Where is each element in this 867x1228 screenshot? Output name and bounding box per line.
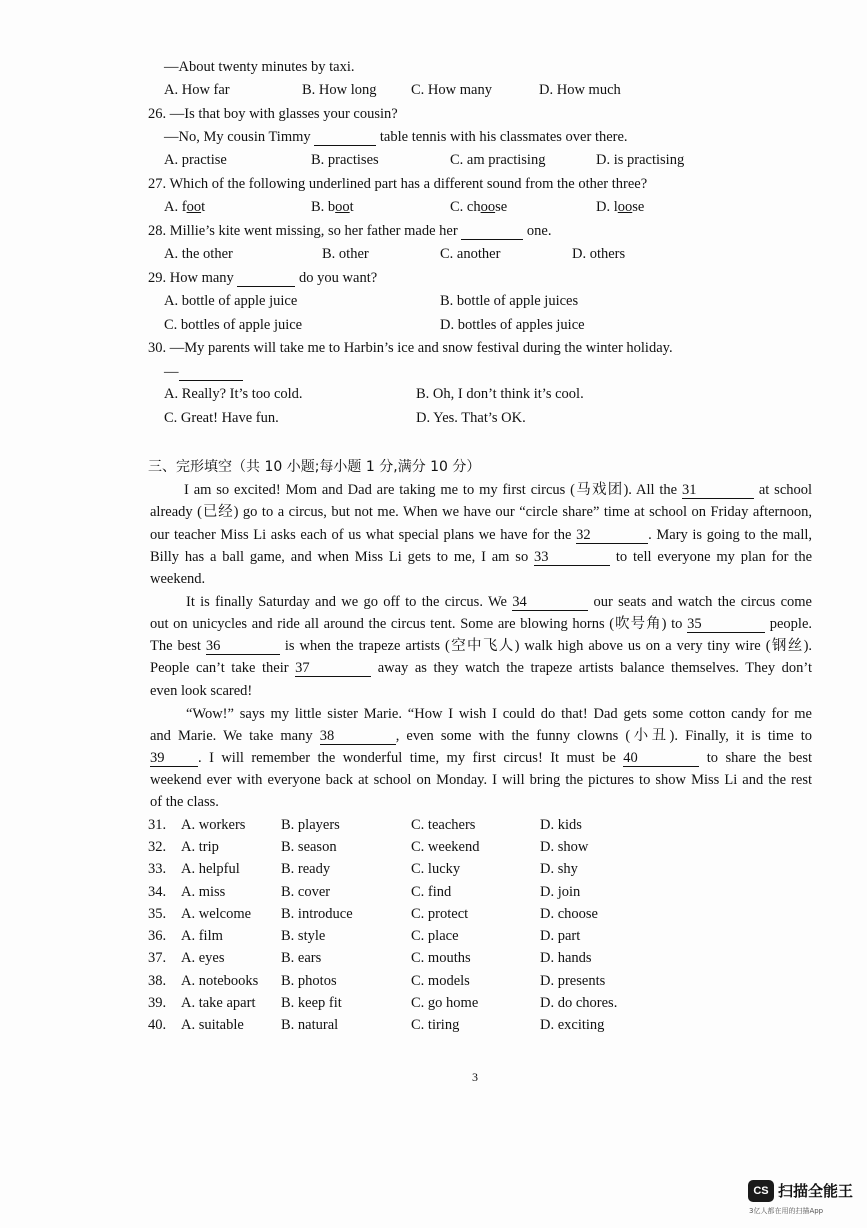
choice-a: A. trip xyxy=(181,839,219,855)
choice-b: B. ready xyxy=(281,861,331,877)
q28-option-b: B. other xyxy=(322,246,369,262)
passage-text: . Mary is going to the mall, xyxy=(648,527,813,543)
passage-line xyxy=(150,525,812,545)
passage-text: away as they watch the trapeze artists balance themselves. They don’t xyxy=(377,660,812,676)
q30-option-b: B. Oh, I don’t think it’s cool. xyxy=(416,386,584,402)
answer-blank xyxy=(461,223,523,240)
passage-text: is when the trapeze artists (空中飞人) walk high above us on a very tiny wire (钢丝). xyxy=(284,638,813,654)
passage-line: weekend. xyxy=(150,571,206,587)
blank-32: 32 xyxy=(576,527,648,544)
choice-a: A. take apart xyxy=(181,995,256,1011)
underlined-part: oo xyxy=(186,199,202,215)
reply-dash: — xyxy=(164,364,179,380)
passage-text: People can’t take their xyxy=(150,660,289,676)
choice-d: D. part xyxy=(540,928,581,944)
underlined-part: oo xyxy=(617,199,633,215)
choice-number: 31. xyxy=(148,817,167,833)
q27-stem: 27. Which of the following underlined part has a different sound from the other three? xyxy=(148,176,648,192)
q28-option-a: A. the other xyxy=(164,246,233,262)
watermark-text: 扫描全能王 xyxy=(778,1182,854,1200)
blank-36: 36 xyxy=(206,638,280,655)
passage-line: of the class. xyxy=(150,794,219,810)
choice-b: B. players xyxy=(281,817,340,833)
blank-39: 39 xyxy=(150,750,198,767)
word-part: t xyxy=(349,199,354,215)
option-letter: D. xyxy=(596,199,614,215)
choice-a: A. miss xyxy=(181,884,226,900)
q27-option-b xyxy=(311,197,354,217)
choice-number: 36. xyxy=(148,928,167,944)
passage-text: people. xyxy=(769,616,813,632)
choice-c: C. models xyxy=(411,973,470,989)
passage-line xyxy=(150,614,812,634)
passage-line xyxy=(150,748,812,768)
choice-a: A. workers xyxy=(181,817,246,833)
underlined-part: oo xyxy=(480,199,496,215)
choice-d: D. presents xyxy=(540,973,606,989)
passage-text: I am so excited! Mom and Dad are taking me to my first circus (马戏团). All the xyxy=(184,482,678,498)
choice-number: 38. xyxy=(148,973,167,989)
option-letter: C. xyxy=(450,199,467,215)
q29-option-a: A. bottle of apple juice xyxy=(164,293,298,309)
word-part: b xyxy=(327,199,336,215)
choice-a: A. film xyxy=(181,928,223,944)
choice-a: A. helpful xyxy=(181,861,240,877)
choice-c: C. lucky xyxy=(411,861,461,877)
word-part: f xyxy=(181,199,187,215)
q27-option-c xyxy=(450,197,507,217)
passage-text: to tell everyone my plan for the xyxy=(615,549,812,565)
page-number: 3 xyxy=(472,1070,478,1084)
passage-line xyxy=(150,726,812,746)
q25-option-d: D. How much xyxy=(539,82,621,98)
passage-text: . I will remember the wonderful time, my first circus! It must be xyxy=(198,750,616,766)
word-part: ch xyxy=(466,199,481,215)
choice-b: B. introduce xyxy=(281,906,353,922)
choice-d: D. hands xyxy=(540,950,592,966)
passage-text: Billy has a ball game, and when Miss Li gets to me, I am so xyxy=(150,549,529,565)
q29-stem-after: do you want? xyxy=(299,270,378,286)
passage-text: to share the best xyxy=(706,750,813,766)
passage-line: already (已经) go to a circus, but not me. When we have our “circle share” time at school on Friday afternoon, xyxy=(150,504,812,520)
passage-text: and Marie. We take many xyxy=(150,728,313,744)
choice-number: 32. xyxy=(148,839,167,855)
q25-option-a: A. How far xyxy=(164,82,230,98)
blank-34: 34 xyxy=(512,594,588,611)
choice-a: A. notebooks xyxy=(181,973,259,989)
choice-b: B. ears xyxy=(281,950,322,966)
choice-c: C. go home xyxy=(411,995,479,1011)
choice-number: 35. xyxy=(148,906,167,922)
passage-line xyxy=(150,658,812,678)
word-part: se xyxy=(632,199,645,215)
q27-option-d xyxy=(596,197,644,217)
passage-line: “Wow!” says my little sister Marie. “How I wish I could do that! Dad gets some cotton candy for me xyxy=(186,706,812,722)
passage-text: , even some with the funny clowns (小丑). Finally, it is time to xyxy=(395,728,812,744)
passage-text: at school xyxy=(758,482,813,498)
choice-b: B. season xyxy=(281,839,337,855)
passage-text: The best xyxy=(150,638,201,654)
q26-option-d: D. is practising xyxy=(596,152,685,168)
passage-text: our teacher Miss Li asks each of us what special plans we have for the xyxy=(150,527,572,543)
q26-option-a: A. practise xyxy=(164,152,227,168)
q26-line2-before: —No, My cousin Timmy xyxy=(164,129,311,145)
q30-option-a: A. Really? It’s too cold. xyxy=(164,386,303,402)
q30-option-d: D. Yes. That’s OK. xyxy=(416,410,526,426)
q26-option-b: B. practises xyxy=(311,152,379,168)
blank-37: 37 xyxy=(295,660,371,677)
blank-38: 38 xyxy=(320,728,396,745)
choice-b: B. photos xyxy=(281,973,337,989)
passage-text: out on unicycles and ride all around the circus tent. Some are blowing horns (吹号角) to xyxy=(150,616,683,632)
choice-d: D. join xyxy=(540,884,581,900)
q27-option-a xyxy=(164,197,205,217)
choice-c: C. weekend xyxy=(411,839,480,855)
choice-c: C. mouths xyxy=(411,950,471,966)
choice-b: B. natural xyxy=(281,1017,339,1033)
option-letter: A. xyxy=(164,199,182,215)
choice-d: D. shy xyxy=(540,861,578,877)
answer-blank xyxy=(314,129,376,146)
q29-option-c: C. bottles of apple juice xyxy=(164,317,303,333)
choice-c: C. find xyxy=(411,884,452,900)
choice-b: B. cover xyxy=(281,884,331,900)
blank-35: 35 xyxy=(687,616,765,633)
q30-stem: 30. —My parents will take me to Harbin’s ice and snow festival during the winter holiday. xyxy=(148,340,673,356)
q26-line2-after: table tennis with his classmates over there. xyxy=(379,129,628,145)
choice-b: B. keep fit xyxy=(281,995,342,1011)
passage-text: our seats and watch the circus come xyxy=(593,594,812,610)
choice-d: D. exciting xyxy=(540,1017,605,1033)
passage-line xyxy=(150,547,812,567)
passage-line xyxy=(150,592,812,612)
blank-33: 33 xyxy=(534,549,610,566)
choice-c: C. place xyxy=(411,928,459,944)
choice-d: D. show xyxy=(540,839,589,855)
q25-option-c: C. How many xyxy=(411,82,492,98)
choice-d: D. kids xyxy=(540,817,582,833)
option-letter: B. xyxy=(311,199,328,215)
choice-d: D. do chores. xyxy=(540,995,618,1011)
q28-stem-before: 28. Millie’s kite went missing, so her father made her xyxy=(148,223,458,239)
answer-blank xyxy=(179,364,243,381)
choice-number: 39. xyxy=(148,995,167,1011)
q25-answer-line: —About twenty minutes by taxi. xyxy=(164,59,355,75)
q28-stem xyxy=(148,221,551,241)
passage-line xyxy=(150,480,812,500)
choice-number: 34. xyxy=(148,884,167,900)
q29-stem xyxy=(148,268,377,288)
choice-c: C. protect xyxy=(411,906,469,922)
choice-number: 40. xyxy=(148,1017,167,1033)
q29-stem-before: 29. How many xyxy=(148,270,234,286)
blank-31: 31 xyxy=(682,482,754,499)
choice-a: A. suitable xyxy=(181,1017,244,1033)
passage-line: even look scared! xyxy=(150,683,253,699)
answer-blank xyxy=(237,270,295,287)
q29-option-d: D. bottles of apples juice xyxy=(440,317,585,333)
watermark-subtext: 3亿人都在用的扫描App xyxy=(749,1207,824,1215)
section-heading: 三、完形填空（共 10 小题;每小题 1 分,满分 10 分） xyxy=(148,459,481,475)
q29-option-b: B. bottle of apple juices xyxy=(440,293,579,309)
q26-stem: 26. —Is that boy with glasses your cousin? xyxy=(148,106,398,122)
word-part: l xyxy=(613,199,618,215)
q30-reply-line xyxy=(164,362,243,382)
choice-number: 33. xyxy=(148,861,167,877)
passage-line xyxy=(150,636,812,656)
choice-d: D. choose xyxy=(540,906,598,922)
q25-option-b: B. How long xyxy=(302,82,377,98)
q28-stem-after: one. xyxy=(526,223,552,239)
q30-option-c: C. Great! Have fun. xyxy=(164,410,279,426)
q28-option-d: D. others xyxy=(572,246,626,262)
q26-option-c: C. am practising xyxy=(450,152,546,168)
choice-a: A. welcome xyxy=(181,906,252,922)
choice-a: A. eyes xyxy=(181,950,225,966)
q28-option-c: C. another xyxy=(440,246,501,262)
word-part: se xyxy=(495,199,508,215)
choice-c: C. teachers xyxy=(411,817,476,833)
choice-c: C. tiring xyxy=(411,1017,460,1033)
underlined-part: oo xyxy=(335,199,350,215)
blank-40: 40 xyxy=(623,750,699,767)
choice-b: B. style xyxy=(281,928,326,944)
camscanner-logo-icon: CS xyxy=(748,1180,774,1202)
passage-line: weekend ever with everyone back at school on Monday. I will bring the pictures to show Miss Li and the rest xyxy=(150,772,812,788)
word-part: t xyxy=(201,199,206,215)
passage-text: It is finally Saturday and we go off to the circus. We xyxy=(186,594,507,610)
choice-number: 37. xyxy=(148,950,167,966)
q26-line2 xyxy=(164,127,628,147)
